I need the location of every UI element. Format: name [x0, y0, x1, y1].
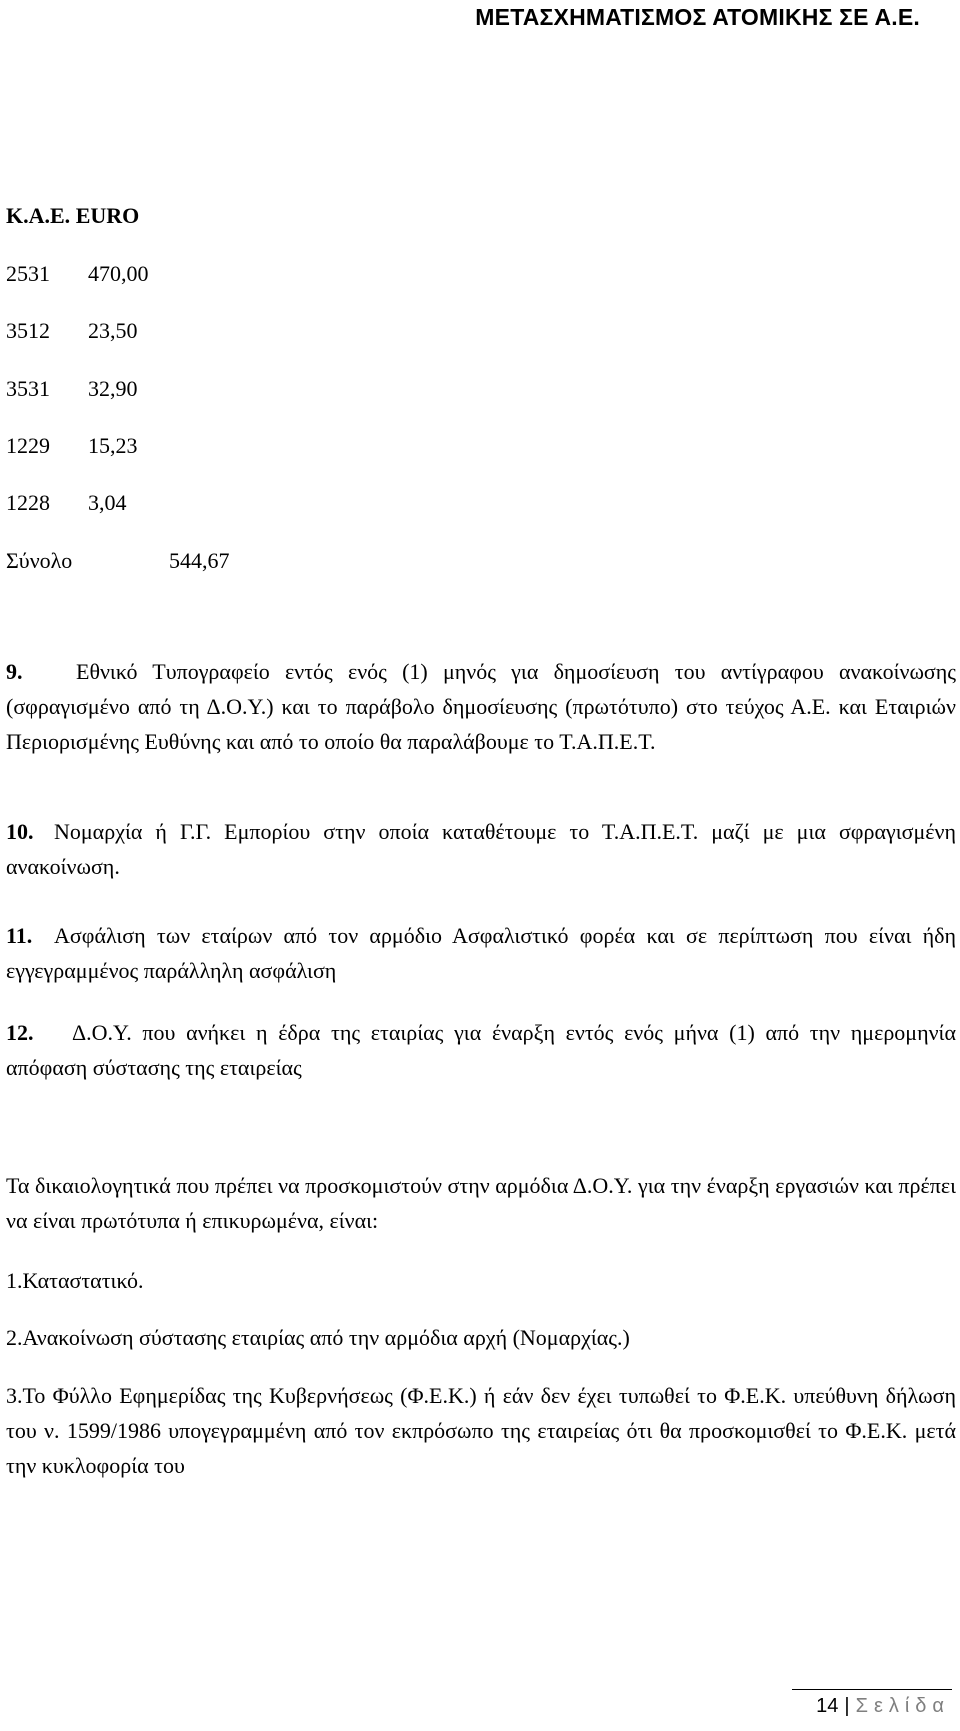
- list-item: [6, 1015, 956, 1085]
- table-row: [6, 428, 138, 463]
- table-cell-amount: 32,90: [88, 376, 138, 401]
- table-total-label: Σύνολο: [6, 548, 73, 573]
- table-row: [6, 313, 138, 348]
- table-row: [6, 485, 127, 520]
- list-item: [6, 814, 956, 884]
- documents-list-item: 1.Καταστατικό.: [6, 1268, 144, 1293]
- table-cell-amount: 15,23: [88, 433, 138, 458]
- table-cell-code: 1228: [6, 490, 50, 515]
- page-footer: [816, 1695, 950, 1718]
- table-cell-code: 1229: [6, 433, 50, 458]
- table-row: [6, 256, 149, 291]
- list-item: [6, 918, 956, 988]
- table-cell-amount: 23,50: [88, 318, 138, 343]
- page-label: Σελίδα: [855, 1695, 950, 1717]
- item-number: 10.: [6, 819, 34, 844]
- page-number: 14: [816, 1695, 839, 1717]
- table-total-value: 544,67: [169, 548, 230, 573]
- item-text: Εθνικό Τυπογραφείο εντός ενός (1) μηνός για δημοσίευση του αντίγραφου ανακοίνωσης (σφραγισμένο από τη Δ.Ο.Υ.) και το παράβολο δημοσίευσης (πρωτότυπο) στο τεύχος Α.Ε. και Εταιριών Περιορισμένης Ευθύνης και από το οποίο θα παραλάβουμε το Τ.Α.Π.Ε.Τ.: [6, 659, 956, 754]
- table-cell-code: 3512: [6, 318, 50, 343]
- table-cell-amount: 470,00: [88, 261, 149, 286]
- item-text: Δ.Ο.Υ. που ανήκει η έδρα της εταιρίας για έναρξη εντός ενός μήνα (1) από την ημερομηνία απόφαση σύστασης της εταιρείας: [6, 1020, 956, 1080]
- item-number: 11.: [6, 923, 33, 948]
- item-number: 12.: [6, 1020, 34, 1045]
- table-cell-amount: 3,04: [88, 490, 127, 515]
- documents-intro: Τα δικαιολογητικά που πρέπει να προσκομιστούν στην αρμόδια Δ.Ο.Υ. για την έναρξη εργασιών και πρέπει να είναι πρωτότυπα ή επικυρωμένα, είναι:: [6, 1173, 956, 1233]
- list-item: [6, 654, 956, 759]
- running-header-title: ΜΕΤΑΣΧΗΜΑΤΙΣΜΟΣ ΑΤΟΜΙΚΗΣ ΣΕ Α.Ε.: [475, 4, 920, 30]
- item-text: Νομαρχία ή Γ.Γ. Εμπορίου στην οποία καταθέτουμε το Τ.Α.Π.Ε.Τ. μαζί με μια σφραγισμένη ανακοίνωση.: [6, 819, 956, 879]
- document-body: [6, 0, 956, 1731]
- footer-separator: |: [844, 1695, 850, 1717]
- table-header-euro: EURO: [75, 203, 140, 228]
- table-row: [6, 371, 138, 406]
- table-cell-code: 2531: [6, 261, 50, 286]
- table-total-row: [6, 543, 230, 578]
- table-header-kae: Κ.Α.Ε.: [6, 203, 71, 228]
- item-number: 9.: [6, 659, 23, 684]
- documents-list-item: 2.Ανακοίνωση σύστασης εταιρίας από την αρμόδια αρχή (Νομαρχίας.): [6, 1325, 630, 1350]
- documents-list-item: 3.Το Φύλλο Εφημερίδας της Κυβερνήσεως (Φ.Ε.Κ.) ή εάν δεν έχει τυπωθεί το Φ.Ε.Κ. υπεύθυνη δήλωση του ν. 1599/1986 υπογεγραμμένη από τον εκπρόσωπο της εταιρείας ότι θα προσκομισθεί το Φ.Ε.Κ. μετά την κυκλοφορία του: [6, 1383, 956, 1478]
- table-header-row: [6, 198, 139, 233]
- item-text: Ασφάλιση των εταίρων από τον αρμόδιο Ασφαλιστικό φορέα και σε περίπτωση που είναι ήδη εγγεγραμμένος παράλληλη ασφάλιση: [6, 923, 956, 983]
- footer-rule: [792, 1689, 952, 1690]
- table-cell-code: 3531: [6, 376, 50, 401]
